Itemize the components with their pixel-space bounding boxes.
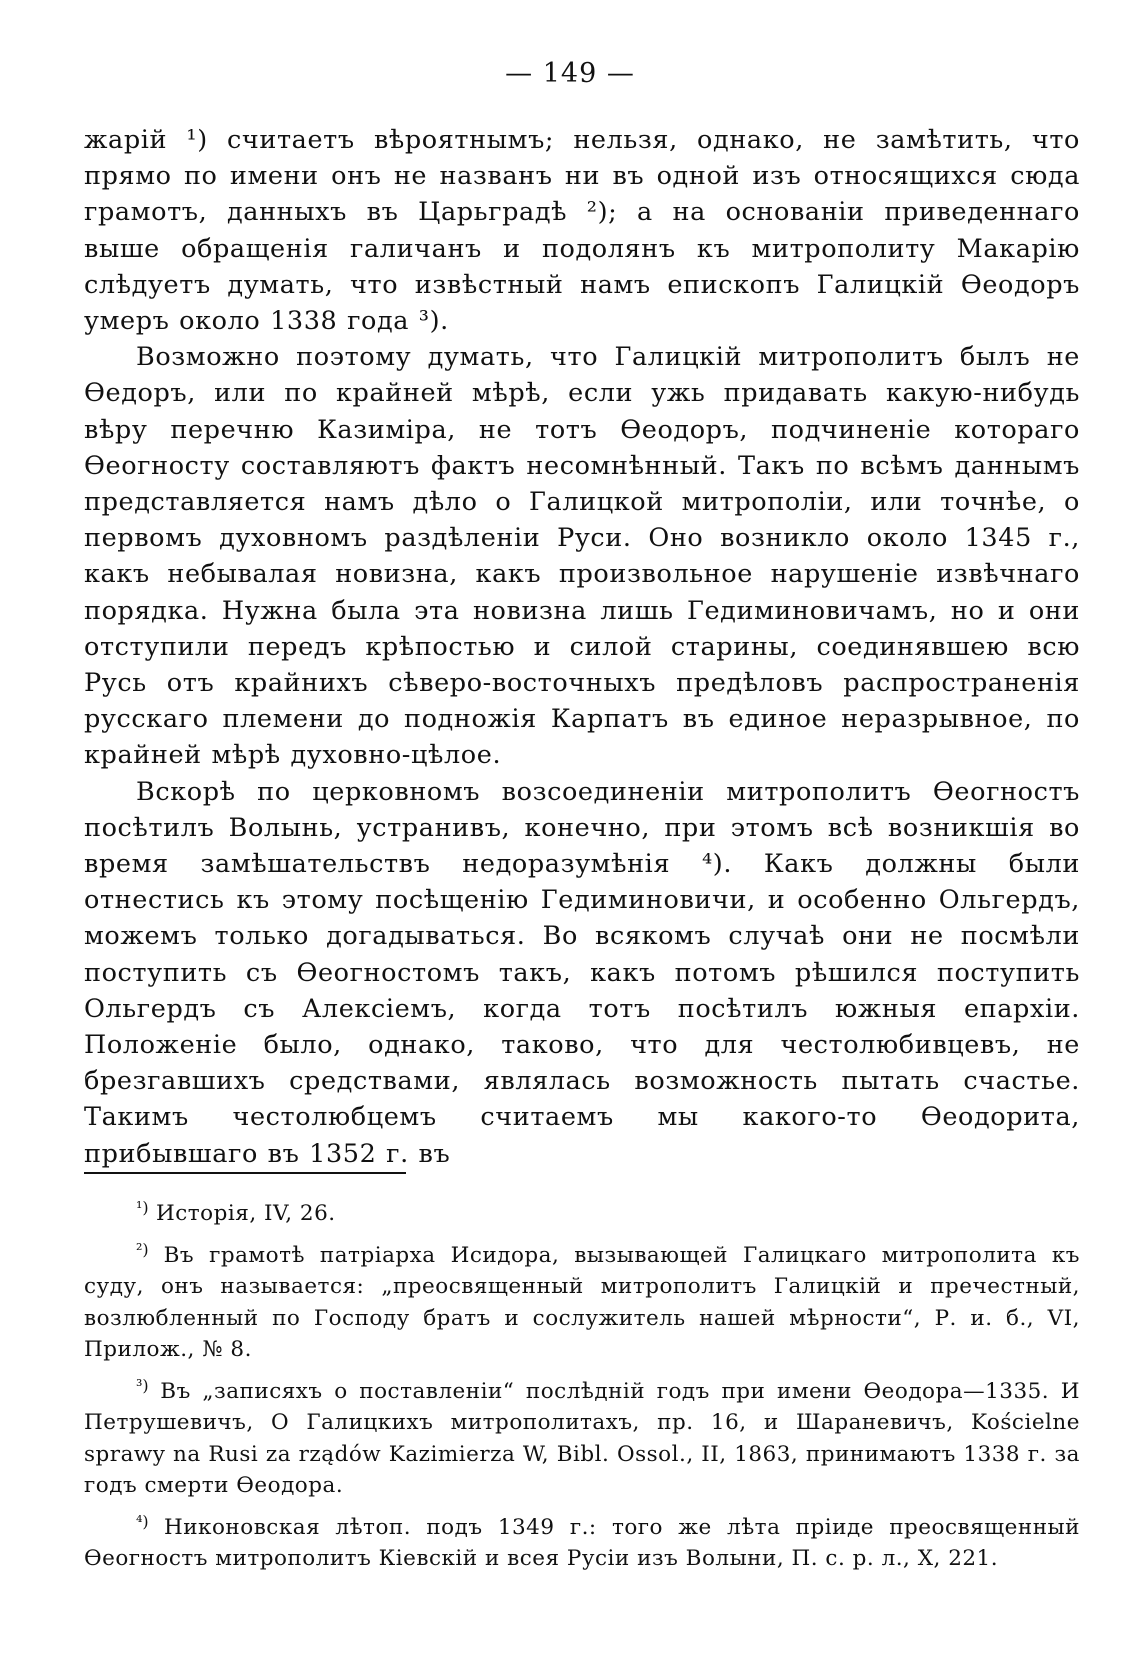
footnote-marker: ²) xyxy=(136,1239,149,1259)
footnote-marker: ³) xyxy=(136,1375,149,1395)
footnote-divider xyxy=(84,1172,406,1174)
footnotes xyxy=(84,1192,1080,1579)
paragraph-continuation: жарій ¹) считаетъ вѣроятнымъ; нельзя, однако, не замѣтить, что прямо по имени онъ не названъ ни въ одной изъ относящихся сюда грамотъ, данныхъ въ Царьградѣ ²); а на основаніи приведеннаго выше обращенія галичанъ и подолянъ къ митрополиту Макарію слѣдуетъ думать, что извѣстный намъ епископъ Галицкій Ѳеодоръ умеръ около 1338 года ³). xyxy=(84,125,1080,337)
main-text xyxy=(84,122,1080,1172)
footnote-text: Въ „записяхъ о поставленіи“ послѣдній годъ при имени Ѳеодора—1335. И Петрушевичъ, О Галицкихъ митрополитахъ, пр. 16, и Шараневичъ, Kościelne sprawy na Rusi za rządów Kazimierza W, Bibl. Ossol., II, 1863, принимаютъ 1338 г. за годъ смерти Ѳеодора. xyxy=(84,1378,1080,1498)
footnote-2 xyxy=(84,1234,1080,1366)
footnote-marker: ⁴) xyxy=(136,1511,149,1531)
footnote-text: Въ грамотѣ патріарха Исидора, вызывающей Галицкаго митрополита къ суду, онъ называется: „преосвященный митрополитъ Галицкій и пречестный, возлюбленный по Господу братъ и сослужитель нашей мѣрности“, Р. и. б., VI, Прилож., № 8. xyxy=(84,1242,1080,1362)
page-number: — 149 — xyxy=(505,58,635,89)
footnote-3 xyxy=(84,1370,1080,1502)
paragraph-theognost-visit: Вскорѣ по церковномъ возсоединеніи митрополитъ Ѳеогностъ посѣтилъ Волынь, устранивъ, конечно, при этомъ всѣ возникшія во время замѣшательствъ недоразумѣнія ⁴). Какъ должны были отнестись къ этому посѣщенію Гедиминовичи, и особенно Ольгердъ, можемъ только догадываться. Во всякомъ случаѣ они не посмѣли поступить съ Ѳеогностомъ такъ, какъ потомъ рѣшился поступить Ольгердъ съ Алексіемъ, когда тотъ посѣтилъ южныя епархіи. Положеніе было, однако, таково, что для честолюбивцевъ, не брезгавшихъ средствами, являлась возможность пытать счастье. Такимъ честолюбцемъ считаемъ мы какого-то Ѳеодорита, прибывшаго въ 1352 г. въ xyxy=(84,776,1080,1169)
footnote-marker: ¹) xyxy=(136,1198,149,1217)
footnote-4 xyxy=(84,1506,1080,1575)
paragraph-galician-metropolis: Возможно поэтому думать, что Галицкій митрополитъ былъ не Ѳедоръ, или по крайней мѣрѣ, если ужь придавать какую-нибудь вѣру перечню Казиміра, не тотъ Ѳеодоръ, подчиненіе котораго Ѳеогносту составляютъ фактъ несомнѣнный. Такъ по всѣмъ даннымъ представляется намъ дѣло о Галицкой митрополіи, или точнѣе, о первомъ духовномъ раздѣленіи Руси. Оно возникло около 1345 г., какъ небывалая новизна, какъ произвольное нарушеніе извѣчнаго порядка. Нужна была эта новизна лишь Гедиминовичамъ, но и они отступили передъ крѣпостью и силой старины, соединявшею всю Русь отъ крайнихъ сѣверо-восточныхъ предѣловъ распространенія русскаго племени до подножія Карпатъ въ единое неразрывное, по крайней мѣрѣ духовно-цѣлое. xyxy=(84,342,1080,771)
footnote-text: Никоновская лѣтоп. подъ 1349 г.: того же лѣта пріиде преосвященный Ѳеогностъ митрополитъ Кіевскій и всея Русіи изъ Волыни, П. с. р. л., X, 221. xyxy=(84,1514,1080,1571)
footnote-text: Исторія, IV, 26. xyxy=(156,1201,336,1226)
footnote-1 xyxy=(84,1192,1080,1230)
